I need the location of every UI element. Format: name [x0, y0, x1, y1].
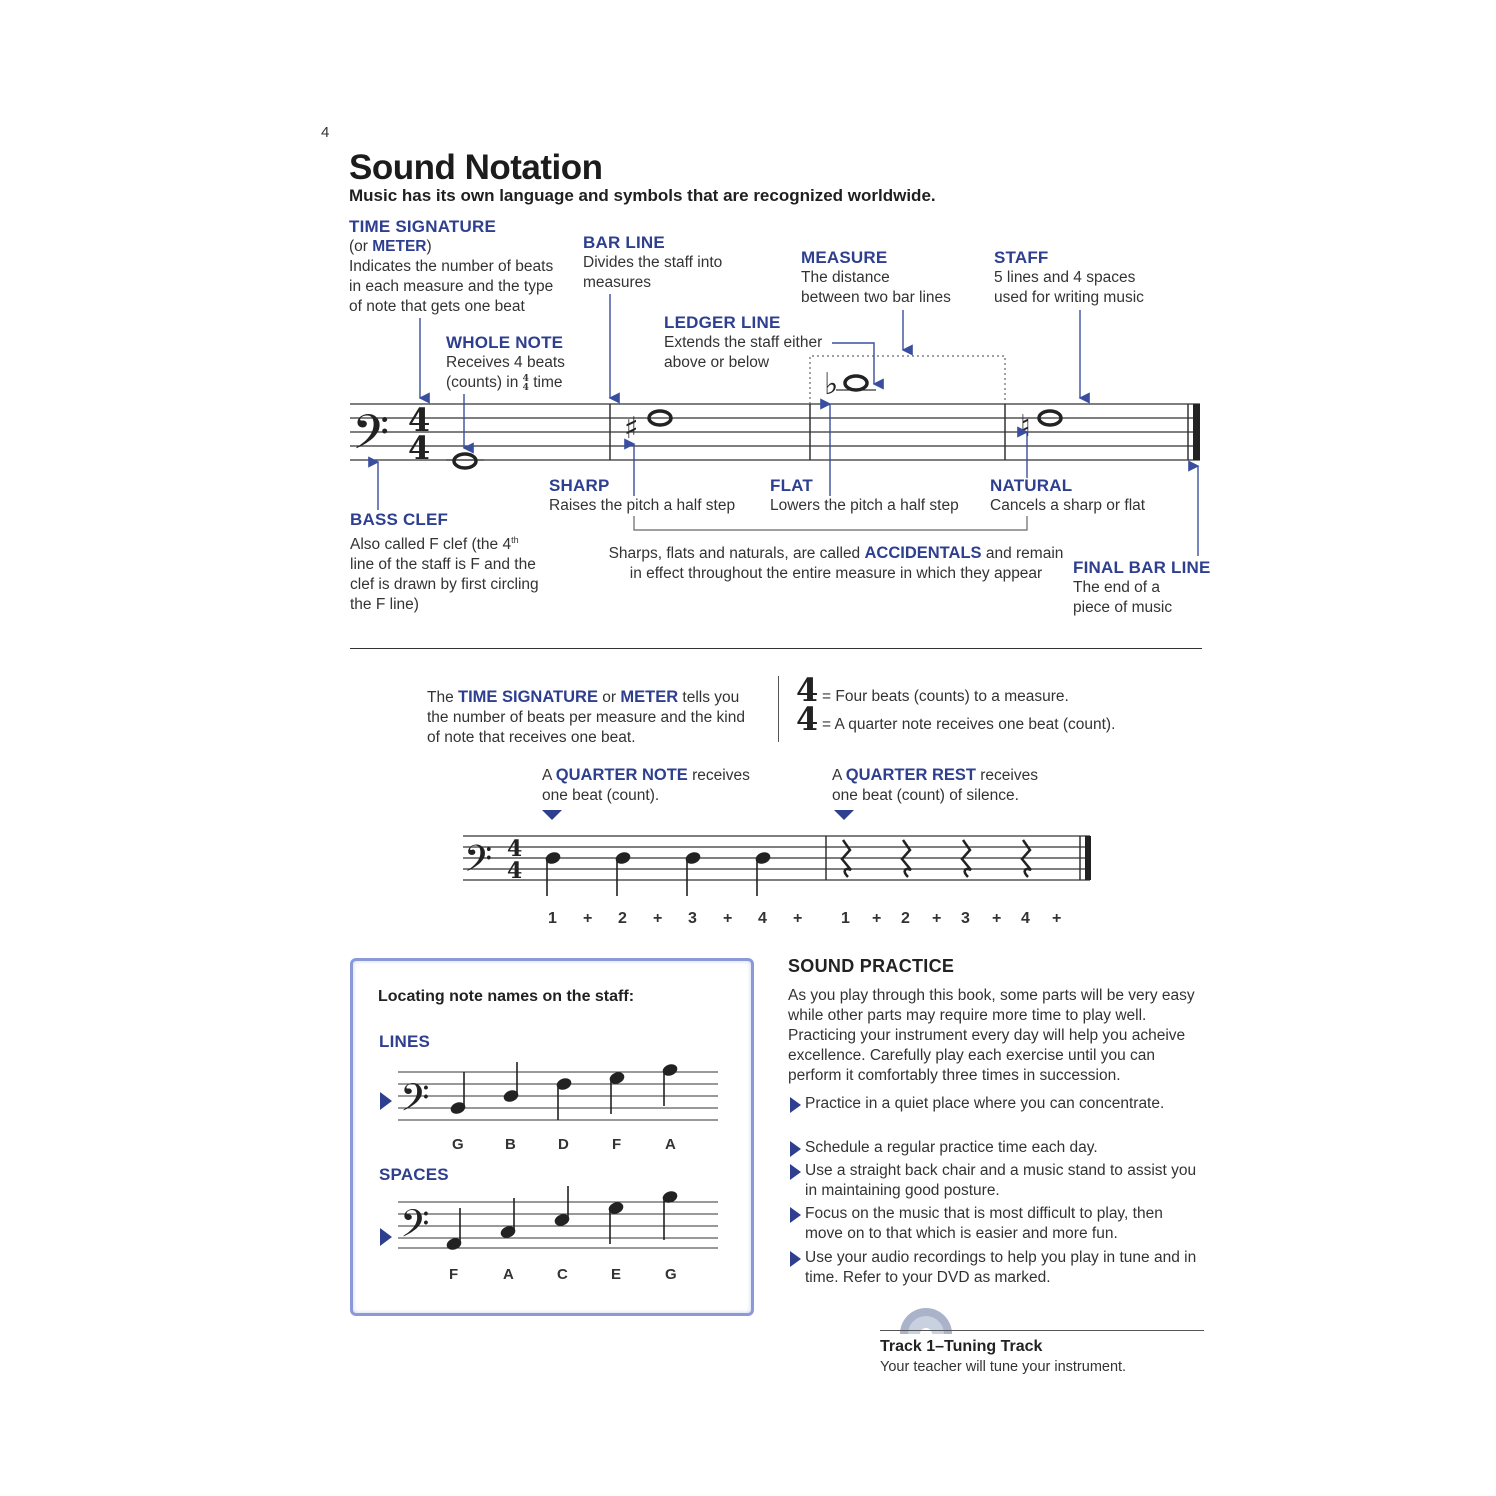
staff-heading: STAFF [994, 248, 1049, 267]
time-signature-heading: TIME SIGNATURE [349, 217, 496, 236]
count-plus-1b: + [872, 910, 882, 927]
count-4: 4 [758, 910, 767, 927]
ts-expl-post: tells you [678, 689, 740, 706]
qn-line-2: one beat (count). [542, 787, 660, 804]
lines-play-icon [380, 1092, 392, 1110]
ts-expl-line-1 [427, 687, 772, 708]
measure-desc-1: The distance [801, 269, 890, 286]
flat-desc: Lowers the pitch a half step [770, 497, 959, 514]
sharp-desc: Raises the pitch a half step [549, 497, 736, 514]
ts-expl-line-3: of note that receives one beat. [427, 729, 636, 746]
time-signature-desc-3: of note that gets one beat [349, 298, 525, 315]
ledger-line-desc-2: above or below [664, 354, 770, 371]
meter-post: ) [426, 238, 432, 255]
sound-practice-intro: As you play through this book, some parts will be very easy while other parts may require more time to play well. Practicing your instrument every day will help you acheive excellence. Carefully play each exercise until you can perform it comfortably three times in succession. [788, 987, 1195, 1084]
accidentals-bracket [634, 516, 1027, 530]
bullet-arrow-icon [790, 1097, 801, 1113]
bullet-arrow-icon [790, 1251, 801, 1267]
rhythm-final-thick [1085, 836, 1091, 880]
whole-note-desc-1: Receives 4 beats [446, 354, 565, 371]
measure-heading: MEASURE [801, 248, 888, 267]
practice-bullet-4 [790, 1204, 1210, 1248]
small-ts-bottom: 4 [522, 383, 529, 393]
lines-notes [450, 1062, 679, 1120]
flat-heading: FLAT [770, 476, 813, 495]
bass-clef-desc-4: the F line) [350, 596, 419, 614]
count-plus-4b: + [1052, 910, 1062, 927]
page-subtitle: Music has its own language and symbols that are recognized worldwide. [349, 186, 936, 205]
final-bar-line-heading: FINAL BAR LINE [1073, 558, 1211, 577]
count-plus-2: + [653, 910, 663, 927]
page-number: 4 [321, 124, 330, 141]
whole-note-heading: WHOLE NOTE [446, 333, 564, 352]
ledger-line-heading: LEDGER LINE [664, 313, 781, 332]
count-plus-2b: + [932, 910, 942, 927]
locating-title: Locating note names on the staff: [378, 988, 635, 1005]
section-divider [350, 648, 1202, 649]
page-title: Sound Notation [349, 148, 603, 187]
bass-clef-desc-2: line of the staff is F and the [350, 556, 536, 574]
time-signature-desc-1: Indicates the number of beats [349, 258, 554, 275]
staff-desc-2: used for writing music [994, 289, 1144, 306]
bullet-arrow-icon [790, 1164, 801, 1180]
spaces-play-icon [380, 1228, 392, 1246]
spaces-notes [446, 1186, 679, 1250]
sharp-icon: ♯ [624, 411, 639, 446]
practice-bullet-4-text: Focus on the music that is most difficult to play, then move on to that which is easier and more fun. [805, 1205, 1163, 1242]
sound-practice-heading: SOUND PRACTICE [788, 956, 955, 976]
lines-letter-4: F [612, 1136, 622, 1153]
track-description: Your teacher will tune your instrument. [880, 1359, 1127, 1375]
time-signature-explanation [427, 687, 772, 748]
practice-bullet-5-text: Use your audio recordings to help you play in tune and in time. Refer to your DVD as marked. [805, 1249, 1197, 1286]
measure-bracket [810, 356, 1005, 404]
practice-bullet-1 [790, 1094, 1210, 1138]
sharp-heading: SHARP [549, 476, 610, 495]
big-ts-top: 4 [796, 671, 819, 709]
qr-line-2: one beat (count) of silence. [832, 787, 1019, 804]
bass-clef-desc-1 [350, 530, 539, 555]
count-2: 2 [618, 910, 627, 927]
qn-bold: QUARTER NOTE [555, 766, 688, 784]
quarter-rest-pointer-icon [834, 810, 854, 820]
bass-clef-icon: 𝄢 [352, 404, 390, 472]
beat-counts [0, 910, 1496, 932]
natural-icon: ♮ [1020, 409, 1031, 444]
practice-bullet-2-text: Schedule a regular practice time each day. [805, 1139, 1098, 1156]
natural-heading: NATURAL [990, 476, 1073, 495]
natural-desc: Cancels a sharp or flat [990, 497, 1146, 514]
ts-top-meaning: = Four beats (counts) to a measure. [822, 688, 1069, 705]
lines-letter-3: D [558, 1136, 569, 1153]
final-bar-line-desc-1: The end of a [1073, 579, 1161, 596]
flat-label [770, 476, 959, 516]
time-sig-bottom: 4 [408, 429, 431, 467]
rhythm-ts-bottom: 4 [507, 858, 523, 884]
sharp-label [549, 476, 735, 516]
ts-expl-mid: or [597, 689, 621, 706]
bar-line-heading: BAR LINE [583, 233, 665, 252]
locating-staves [370, 1060, 730, 1250]
practice-bullet-2 [790, 1138, 1210, 1160]
count-3b: 3 [961, 910, 970, 927]
bass-clef-sup: th [511, 535, 519, 545]
bass-clef-desc-3: clef is drawn by first circling [350, 576, 539, 594]
count-4b: 4 [1021, 910, 1030, 927]
count-2b: 2 [901, 910, 910, 927]
rhythm-bass-clef-icon: 𝄢 [464, 838, 493, 889]
final-bar-thick [1193, 404, 1200, 460]
time-sig-top: 4 [408, 401, 431, 439]
accidentals-line-1 [596, 543, 1076, 564]
accidentals-line-2: in effect throughout the entire measure in which they appear [629, 565, 1043, 582]
ledger-line-desc-1: Extends the staff either [664, 334, 823, 351]
bass-clef-heading: BASS CLEF [350, 510, 449, 529]
qr-line-1 [832, 765, 1038, 786]
qr-bold: QUARTER REST [845, 766, 976, 784]
count-3: 3 [688, 910, 697, 927]
count-plus-1: + [583, 910, 593, 927]
time-signature-desc-2: in each measure and the type [349, 278, 554, 295]
whole-note-desc-pre: (counts) in [446, 374, 523, 391]
ts-expl-bold2: METER [620, 688, 679, 706]
practice-bullet-5 [790, 1248, 1210, 1292]
rhythm-staff [0, 800, 1496, 920]
lines-bass-clef-icon: 𝄢 [400, 1075, 430, 1129]
track-divider [880, 1330, 1204, 1331]
ts-expl-line-2: the number of beats per measure and the kind [427, 709, 745, 726]
count-plus-3: + [723, 910, 733, 927]
accidentals-post: and remain [981, 545, 1064, 562]
qn-line-1 [542, 765, 750, 786]
lines-heading: LINES [379, 1032, 431, 1051]
measure-desc-2: between two bar lines [801, 289, 951, 306]
staff-desc-1: 5 lines and 4 spaces [994, 269, 1136, 286]
whole-note-icon [454, 454, 476, 468]
spaces-heading: SPACES [379, 1165, 449, 1184]
qn-pre: A [542, 767, 556, 784]
big-time-signature [796, 671, 819, 738]
lines-letter-1: G [452, 1136, 464, 1153]
spaces-letter-2: A [503, 1266, 514, 1283]
ts-expl-bold1: TIME SIGNATURE [458, 688, 598, 706]
big-ts-bottom: 4 [796, 700, 819, 738]
qr-post: receives [975, 767, 1038, 784]
bass-clef-label [350, 510, 539, 615]
rhythm-ts-top: 4 [507, 836, 523, 862]
spaces-letter-4: E [611, 1266, 622, 1283]
meter-bold: METER [372, 238, 427, 255]
bar-line-desc-2: measures [583, 274, 652, 291]
bullet-arrow-icon [790, 1207, 801, 1223]
count-plus-4: + [793, 910, 803, 927]
bass-clef-desc-pre: Also called F clef (the 4 [350, 536, 512, 554]
whole-note-icon-3 [845, 376, 867, 390]
small-ts-top: 4 [522, 374, 529, 384]
spaces-letter-5: G [665, 1266, 677, 1283]
lines-letter-2: B [505, 1136, 516, 1153]
ts-bottom-meaning: = A quarter note receives one beat (count). [822, 716, 1116, 733]
quarter-note-pointer-icon [542, 810, 562, 820]
bar-line-desc-1: Divides the staff into [583, 254, 723, 271]
final-bar-line-label [1073, 558, 1211, 618]
count-plus-3b: + [992, 910, 1002, 927]
practice-bullet-3 [790, 1161, 1210, 1205]
meter-pre: (or [349, 238, 373, 255]
spaces-letter-1: F [449, 1266, 459, 1283]
spaces-bass-clef-icon: 𝄢 [400, 1201, 430, 1250]
qr-pre: A [832, 767, 846, 784]
accidentals-pre: Sharps, flats and naturals, are called [608, 545, 865, 562]
ts-divider [778, 676, 779, 742]
whole-note-desc-post: time [528, 374, 563, 391]
final-bar-line-desc-2: piece of music [1073, 599, 1173, 616]
qn-post: receives [687, 767, 750, 784]
count-1b: 1 [841, 910, 850, 927]
flat-icon: ♭ [824, 367, 839, 402]
accidentals-bold: ACCIDENTALS [864, 544, 982, 562]
natural-label [990, 476, 1145, 516]
count-1: 1 [548, 910, 557, 927]
lines-letter-5: A [665, 1136, 676, 1153]
accidentals-note [596, 543, 1076, 584]
practice-bullet-1-text: Practice in a quiet place where you can concentrate. [805, 1095, 1165, 1112]
ts-expl-pre: The [427, 689, 459, 706]
bullet-arrow-icon [790, 1141, 801, 1157]
track-title: Track 1–Tuning Track [880, 1338, 1043, 1355]
main-staff-lines [350, 404, 1200, 460]
practice-bullet-3-text: Use a straight back chair and a music stand to assist you in maintaining good posture. [805, 1162, 1197, 1199]
spaces-letter-3: C [557, 1266, 568, 1283]
